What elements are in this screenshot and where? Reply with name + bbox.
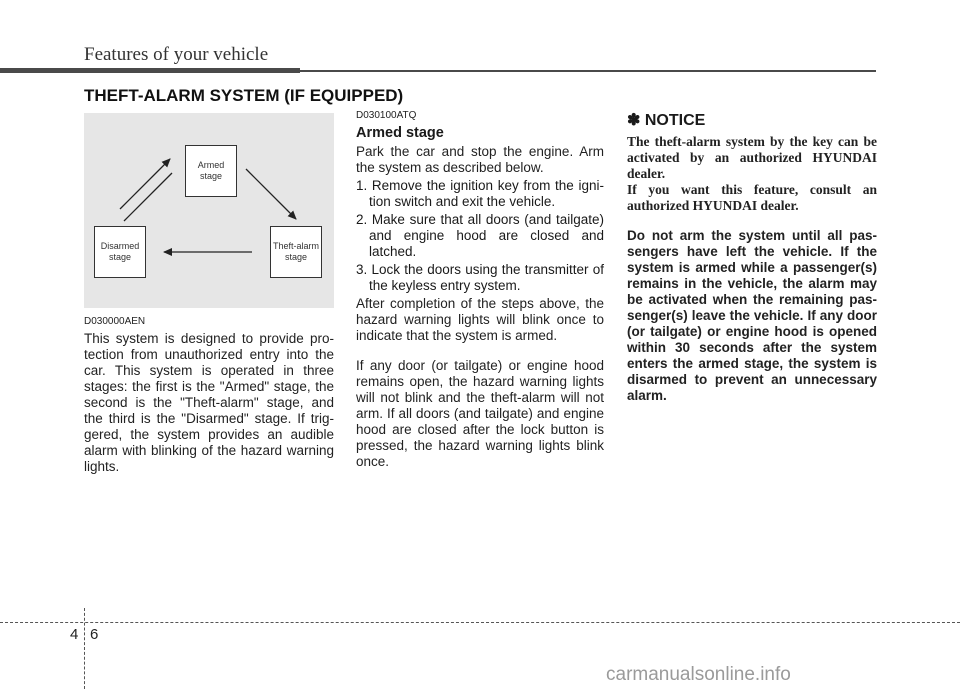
notice-warning-paragraph: Do not arm the system until all pas-sengers have left the vehicle. If the system is armed while a passenger(s) remains in the vehicle, the alarm may be activated when the remaining pas-senger(s) leave the vehicle. If any door (or tailgate) or engine hood is opened within 30 seconds after the system enters the armed stage, the system is disarmed to prevent an unnecessary alarm.: [627, 228, 877, 403]
header-rule-thin: [300, 70, 876, 72]
stage-disarmed: Disarmed stage: [94, 226, 146, 278]
intro-paragraph: This system is designed to provide pro-tection from unauthorized entry into the car. This system is operated in three stages: the first is the "Armed" stage, the second is the "Theft-alarm" stage, and the third is the "Disarmed" stage. If trig-gered, the system provides an audible alarm with blinking of the hazard warning lights.: [84, 331, 334, 474]
diagram-arrows: [84, 113, 334, 308]
arrow-disarmed-to-armed: [120, 159, 170, 209]
footer-divider: [84, 608, 85, 689]
theft-alarm-stage-diagram: [84, 113, 334, 308]
step-item: 3. Lock the doors using the transmitter of the keyless entry system.: [356, 262, 604, 293]
column-middle: [356, 110, 604, 470]
armed-stage-after: After completion of the steps above, the hazard warning lights will blink once to indicate that the system is armed.: [356, 296, 604, 343]
armed-stage-intro: Park the car and stop the engine. Arm the system as described below.: [356, 144, 604, 175]
page-number: 6: [90, 626, 99, 643]
section-code: D030100ATQ: [356, 110, 417, 121]
step-item: 1. Remove the ignition key from the igni-tion switch and exit the vehicle.: [356, 178, 604, 209]
notice-label: NOTICE: [644, 112, 706, 129]
stage-theft-alarm: Theft-alarm stage: [270, 226, 322, 278]
header-rule-thick: [0, 68, 300, 73]
armed-stage-heading: Armed stage: [356, 125, 444, 141]
armed-stage-open-door: If any door (or tailgate) or engine hood remains open, the hazard warning lights will not blink and the theft-alarm will not arm. If all doors (and tailgate) and engine hood are closed after the lock button is pressed, the hazard warning lights blink once.: [356, 358, 604, 469]
watermark-text: carmanualsonline.info: [606, 664, 791, 685]
section-title: THEFT-ALARM SYSTEM (IF EQUIPPED): [84, 86, 404, 105]
stage-armed: Armed stage: [185, 145, 237, 197]
armed-stage-steps: [356, 178, 604, 294]
chapter-number: 4: [70, 626, 79, 643]
footer-rule: [0, 622, 960, 623]
header-title: Features of your vehicle: [84, 44, 269, 65]
section-code: D030000AEN: [84, 316, 146, 327]
step-item: 2. Make sure that all doors (and tailgate) and engine hood are closed and latched.: [356, 212, 604, 259]
notice-heading: [627, 110, 877, 130]
column-left: [84, 316, 334, 475]
notice-dealer-line: The theft-alarm system by the key can be activated by an authorized HYUNDAI dealer.: [627, 134, 877, 181]
notice-consult-line: If you want this feature, consult an authorized HYUNDAI dealer.: [627, 182, 877, 213]
column-right: [627, 110, 877, 404]
arrow-armed-to-theft: [246, 169, 296, 219]
notice-star-icon: ✽: [627, 112, 641, 129]
